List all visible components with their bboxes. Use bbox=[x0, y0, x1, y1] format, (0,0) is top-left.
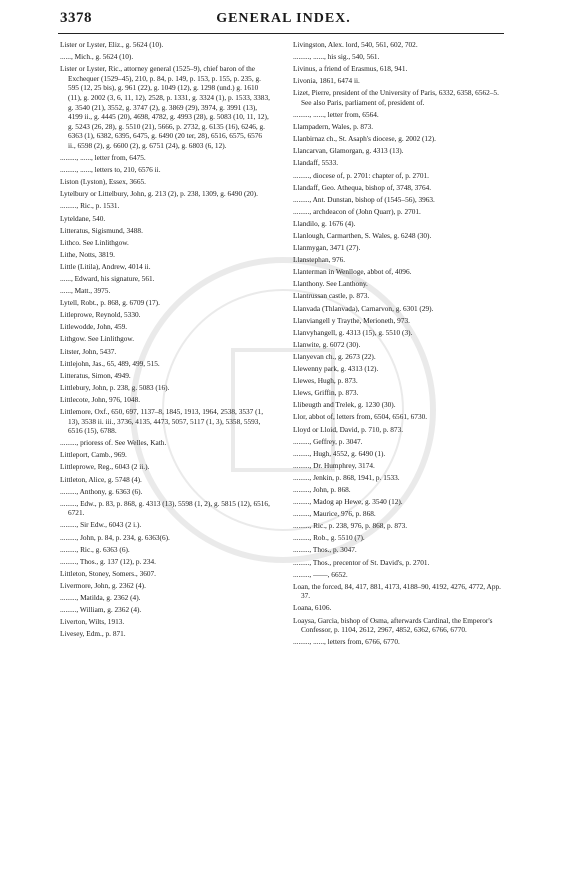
index-entry: Llanyevan ch., g. 2673 (22). bbox=[293, 351, 376, 361]
index-entry: Littlejohn, Jas., 65, 489, 499, 515. bbox=[60, 358, 160, 368]
index-entry: ........., Matilda, g. 2362 (4). bbox=[60, 593, 141, 602]
index-entry: ........., ......, letter from, 6475. bbox=[60, 153, 146, 163]
header-rule bbox=[58, 33, 504, 34]
index-entry: ........., Ric., p. 1531. bbox=[60, 201, 120, 211]
index-entry: Llanstephan, 976. bbox=[293, 255, 346, 265]
index-entry: ........., ......, letter from, 6564. bbox=[293, 110, 379, 120]
index-entry: ........., ......, his sig., 540, 561. bbox=[293, 52, 380, 62]
index-entry: Llancarvan, Glamorgan, g. 4313 (13). bbox=[293, 146, 404, 156]
index-entry: Litleprowe, Reynold, 5330. bbox=[60, 310, 141, 320]
index-entry: Littleprowe, Reg., 6043 (2 ii.). bbox=[60, 462, 150, 472]
index-entry: Lizet, Pierre, president of the University of Paris, 6332, 6358, 6562–5. See also Paris, parliament of, president of. bbox=[293, 88, 499, 107]
index-entry: Llanwite, g. 6072 (30). bbox=[293, 339, 361, 349]
index-entry: Llewes, Hugh, p. 873. bbox=[293, 376, 358, 386]
index-entry: Llanlough, Carmarthen, S. Wales, g. 6248 (30). bbox=[293, 231, 432, 240]
index-entry: Little (Litila), Andrew, 4014 ii. bbox=[60, 261, 151, 271]
index-entry: ........., Dr. Humphrey, 3174. bbox=[293, 460, 375, 470]
index-entry: Llanmygan, 3471 (27). bbox=[293, 243, 361, 253]
index-entry: Littlemore, Oxf., 650, 697, 1137–8, 1845, 1913, 1964, 2538, 3537 (1, 13), 3538 ii. iii., 3736, 4135, 4473, 5057, 5117 (1, 3), 5358, 5593, 6516 (15), 6788. bbox=[60, 407, 264, 436]
index-entry: Llanterman in Wenlloge, abbot of, 4096. bbox=[293, 267, 412, 277]
index-entry: ........., Ric., g. 6363 (6). bbox=[60, 544, 130, 554]
index-entry: ........., Sir Edw., 6043 (2 i.). bbox=[60, 520, 142, 530]
index-entry: Llandaff, 5533. bbox=[293, 158, 339, 168]
index-entry: Litlewodde, John, 459. bbox=[60, 322, 128, 332]
index-entry: ........., Geffrey, p. 3047. bbox=[293, 436, 363, 446]
index-entry: Livesey, Edm., p. 871. bbox=[60, 629, 126, 639]
right-index-column bbox=[293, 40, 503, 649]
index-entry: Livinus, a friend of Erasmus, 618, 941. bbox=[293, 64, 408, 74]
index-entry: ........., Madog ap Hewe, g. 3540 (12). bbox=[293, 497, 403, 507]
page-number: 3378 bbox=[60, 10, 92, 26]
index-entry: ........., Edw., p. 83, p. 868, g. 4313 (13), 5598 (1, 2), g. 5815 (12), 6516, 6721. bbox=[60, 498, 270, 518]
index-entry: Littlebury, John, p. 238, g. 5083 (16). bbox=[60, 382, 170, 392]
index-entry: Litteratus, Sigismund, 3488. bbox=[60, 225, 143, 235]
index-entry: Lytell, Robt., p. 868, g. 6709 (17). bbox=[60, 298, 160, 308]
index-entry: Llanvyhangell, g. 4313 (15), g. 5510 (3). bbox=[293, 327, 413, 337]
index-entry: Loana, 6106. bbox=[293, 603, 332, 613]
index-entry: ........., John, p. 868. bbox=[293, 484, 351, 494]
index-entry: ........., archdeacon of (John Quarr), p. 2701. bbox=[293, 206, 421, 216]
index-entry: Llanthony. See Lanthony. bbox=[293, 279, 368, 289]
index-entry: Litster, John, 5437. bbox=[60, 346, 117, 356]
index-entry: Loaysa, Garcia, bishop of Osma, afterwards Cardinal, the Emperor's Confessor, p. 1104, 2612, 2967, 4852, 6362, 6766, 6770. bbox=[293, 615, 493, 635]
index-entry: ........., Rob., g. 5510 (7). bbox=[293, 533, 365, 543]
index-entry: Llanvada (Thlanvada), Carnarvon, g. 6301 (29). bbox=[293, 303, 434, 313]
index-entry: Liston (Lyston), Essex, 3665. bbox=[60, 177, 146, 187]
index-entry: Llampadern, Wales, p. 873. bbox=[293, 122, 374, 132]
index-entry: ......, Matt., 3975. bbox=[60, 286, 111, 296]
index-entry: ........., Ric., p. 238, 976, p. 868, p. 873. bbox=[293, 521, 408, 531]
index-entry: Lister or Lyster, Ric., attorney general (1525–9), chief baron of the Exchequer (1529–45), 210, p. 84, p. 149, p. 153, p. 155, p. 235, g. 595 (12, 25 bis), g. 961 (22), g. 1049 (12), g. 1298 (und.) g. 1610 (11), g. 2002 (3, 6, 11, 12), 2528, p. 1331, g. 3324 (1), p. 1533, 3383, g. 3540 (21), 3552, g. 3747 (2), g. 3869 (29), 3974, g. 3991 (13), 4199 ii., g. 4445 (20), 4698, 4782, g. 4993 (28), g. 5083 (10, 11, 12), g. 5243 (26, 28), g. 5510 (21), 5666, p. 2732, g. 6135 (16), 6246, g. 6363 (1), 6382, 6395, 6475, g. 6490 (20 ter, 28), 6516, 6575, 6576 ii., 6598 (2), g. 6600 (2), g. 6751 (24), g. 6803 (6, 12). bbox=[60, 64, 270, 150]
index-entry: Lithgow. See Linlithgow. bbox=[60, 334, 135, 344]
index-entry: Livonia, 1861, 6474 ii. bbox=[293, 76, 360, 86]
index-entry: Llantrussan castle, p. 873. bbox=[293, 291, 370, 301]
index-entry: ........., Ant. Dunstan, bishop of (1545–56), 3963. bbox=[293, 194, 435, 204]
index-entry: ........., William, g. 2362 (4). bbox=[60, 605, 142, 615]
index-entry: ........., Jenkin, p. 868, 1941, p. 1533. bbox=[293, 472, 400, 482]
index-entry: Lyteldane, 540. bbox=[60, 213, 106, 223]
index-entry: Llandilo, g. 1676 (4). bbox=[293, 218, 356, 228]
left-index-column bbox=[60, 40, 270, 641]
index-entry: ........., ......, letters from, 6766, 6770. bbox=[293, 637, 400, 647]
running-head: GENERAL INDEX. bbox=[216, 11, 351, 26]
index-entry: Llandaff, Geo. Athequa, bishop of, 3748, 3764. bbox=[293, 182, 432, 192]
index-entry: ........., Hugh, 4552, g. 6490 (1). bbox=[293, 448, 386, 458]
index-entry: Llanviangell y Traythe, Merioneth, 973. bbox=[293, 315, 410, 325]
index-entry: ........., diocese of, p. 2701: chapter of, p. 2701. bbox=[293, 170, 429, 180]
index-entry: Llews, Griffin, p. 873. bbox=[293, 388, 359, 398]
index-entry: Littlecote, John, 976, 1048. bbox=[60, 394, 141, 404]
index-entry: Lithe, Notts, 3819. bbox=[60, 249, 115, 259]
index-entry: Llewenny park, g. 4313 (12). bbox=[293, 364, 379, 374]
index-entry: Llibeugth and Trelek, g. 1230 (30). bbox=[293, 400, 396, 410]
index-entry: ........., prioress of. See Welles, Kath. bbox=[60, 438, 167, 448]
index-entry: Livingston, Alex. lord, 540, 561, 602, 702. bbox=[293, 40, 418, 49]
index-entry: ........., ——, 6652. bbox=[293, 569, 348, 579]
index-entry: Lytelbury or Littelbury, John, g. 213 (2), p. 238, 1309, g. 6490 (20). bbox=[60, 189, 258, 199]
index-entry: Lister or Lyster, Eliz., g. 5624 (10). bbox=[60, 40, 164, 49]
index-entry: Loan, the forced, 84, 417, 881, 4173, 4188–90, 4192, 4276, 4772, App. 37. bbox=[293, 581, 501, 601]
index-entry: ........., John, p. 84, p. 234, g. 6363(6). bbox=[60, 532, 170, 542]
index-entry: Llanbirnaz ch., St. Asaph's diocese, g. 2002 (12). bbox=[293, 134, 436, 144]
index-entry: Lloyd or Lloid, David, p. 710, p. 873. bbox=[293, 424, 404, 434]
index-entry: ........., Maurice, 976, p. 868. bbox=[293, 509, 376, 519]
index-entry: ........., Anthony, g. 6363 (6). bbox=[60, 486, 143, 496]
index-entry: Liverton, Wilts, 1913. bbox=[60, 617, 125, 627]
index-entry: Littleton, Alice, g. 5748 (4). bbox=[60, 474, 142, 484]
index-entry: ........., ......, letters to, 210, 6576 ii. bbox=[60, 165, 161, 175]
index-entry: Littleton, Stoney, Somers., 3607. bbox=[60, 568, 157, 578]
index-entry: ......, Mich., g. 5624 (10). bbox=[60, 52, 134, 62]
index-entry: ........., Thos., g. 137 (12), p. 234. bbox=[60, 556, 156, 566]
index-entry: Llor, abbot of, letters from, 6504, 6561, 6730. bbox=[293, 412, 428, 422]
index-entry: Littleport, Camb., 969. bbox=[60, 450, 127, 460]
index-entry: ........., Thos., precentor of St. David's, p. 2701. bbox=[293, 557, 430, 567]
index-entry: Livermore, John, g. 2362 (4). bbox=[60, 580, 146, 590]
index-entry: Lithco. See Linlithgow. bbox=[60, 237, 129, 247]
index-entry: ........., Thos., p. 3047. bbox=[293, 545, 357, 555]
index-entry: ......, Edward, his signature, 561. bbox=[60, 273, 155, 283]
index-entry: Litteratus, Simon, 4949. bbox=[60, 370, 131, 380]
